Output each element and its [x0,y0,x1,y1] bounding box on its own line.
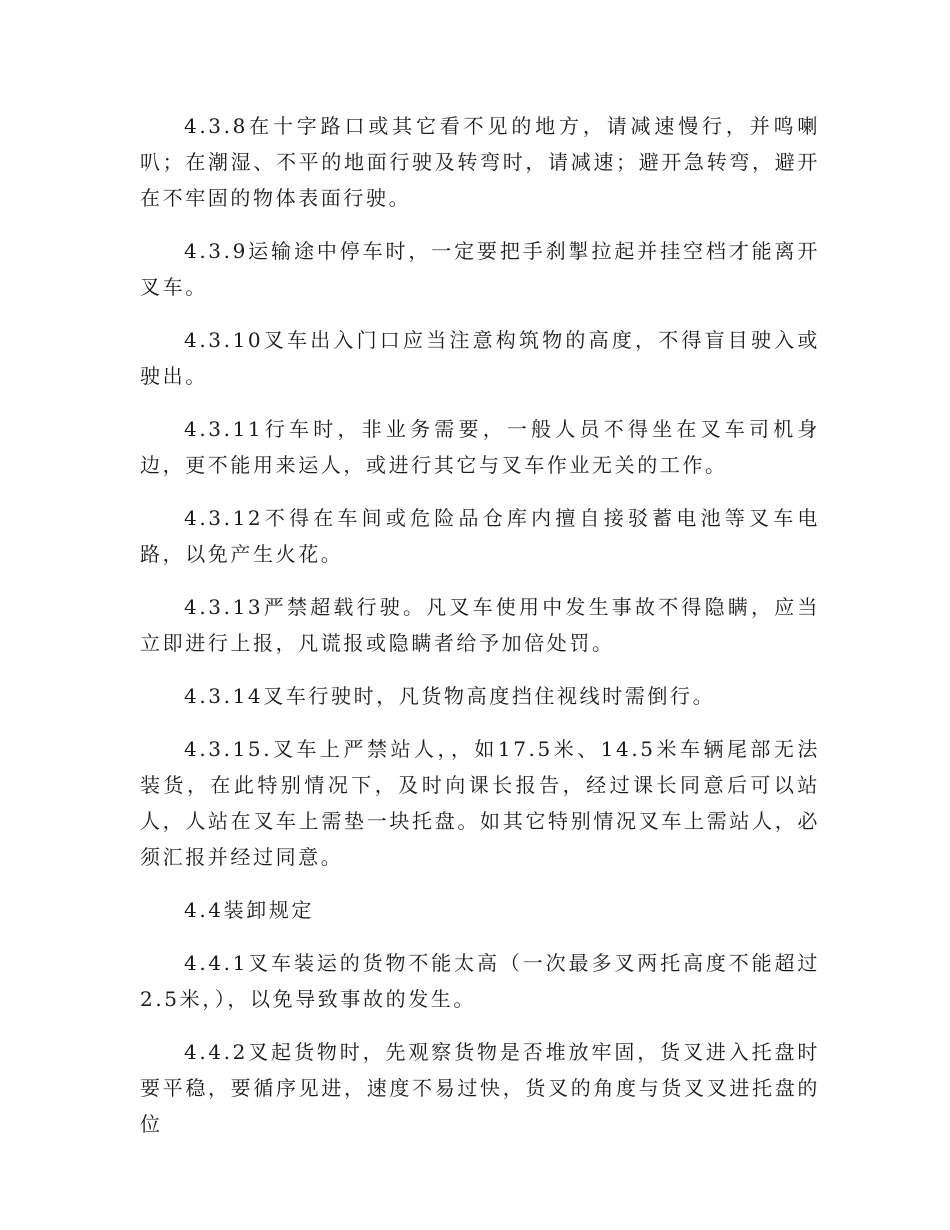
paragraph-4-3-15: 4.3.15.叉车上严禁站人，，如17.5米、14.5米车辆尾部无法装货，在此特别情况下，及时向课长报告，经过课长同意后可以站人，人站在叉车上需垫一块托盘。如其它特别情况叉车上需站人，必须汇报并经过同意。 [140,737,820,869]
paragraph-4-3-11: 4.3.11行车时，非业务需要，一般人员不得坐在叉车司机身边，更不能用来运人，或进行其它与叉车作业无关的工作。 [140,417,820,477]
paragraph-4-3-8: 4.3.8在十字路口或其它看不见的地方，请减速慢行，并鸣喇叭；在潮湿、不平的地面行驶及转弯时，请减速；避开急转弯，避开在不牢固的物体表面行驶。 [140,114,820,210]
paragraph-4-4-1: 4.4.1叉车装运的货物不能太高（一次最多叉两托高度不能超过2.5米，），以免导致事故的发生。 [140,951,820,1011]
paragraph-4-3-9: 4.3.9运输途中停车时，一定要把手刹掣拉起并挂空档才能离开叉车。 [140,239,820,299]
paragraph-4-3-12: 4.3.12不得在车间或危险品仓库内擅自接驳蓄电池等叉车电路，以免产生火花。 [140,506,820,566]
paragraph-4-3-13: 4.3.13严禁超载行驶。凡叉车使用中发生事故不得隐瞒，应当立即进行上报，凡谎报或隐瞒者给予加倍处罚。 [140,595,820,655]
document-body [140,108,820,1159]
paragraph-4-3-10: 4.3.10叉车出入门口应当注意构筑物的高度，不得盲目驶入或驶出。 [140,328,820,388]
paragraph-4-3-14: 4.3.14叉车行驶时，凡货物高度挡住视线时需倒行。 [184,684,716,708]
paragraph-4-4-2: 4.4.2叉起货物时，先观察货物是否堆放牢固，货叉进入托盘时要平稳，要循序见进，速度不易过快，货叉的角度与货叉叉进托盘的位 [140,1040,820,1136]
section-heading-4-4: 4.4装卸规定 [184,898,315,922]
